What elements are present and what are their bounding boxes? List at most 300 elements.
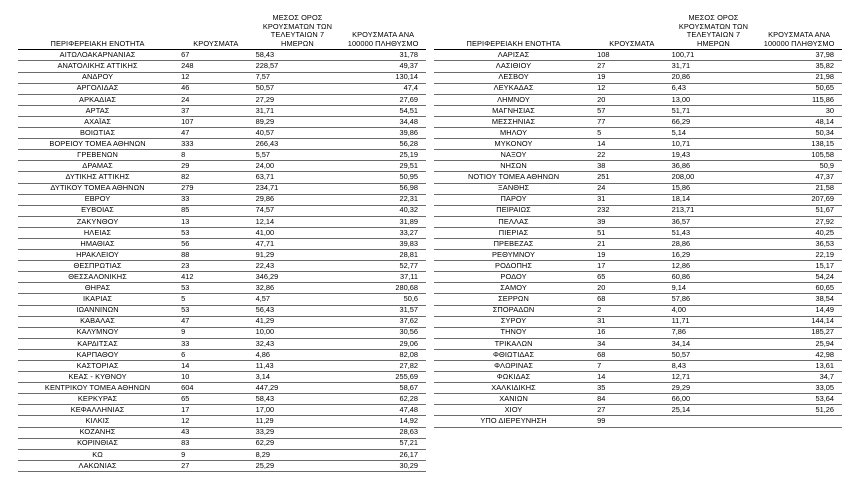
region-cell: ΒΟΡΕΙΟΥ ΤΟΜΕΑ ΑΘΗΝΩΝ [18,139,177,150]
avg7-cell: 234,71 [255,183,341,194]
avg7-cell: 74,57 [255,205,341,216]
region-cell: ΦΘΙΩΤΙΔΑΣ [434,349,593,360]
region-cell: ΚΑΣΤΟΡΙΑΣ [18,361,177,372]
cases-cell: 68 [593,294,671,305]
per100k-cell: 50,6 [340,294,426,305]
per100k-cell: 58,67 [340,383,426,394]
avg7-cell: 89,29 [255,116,341,127]
per100k-cell: 14,92 [340,416,426,427]
cases-cell: 27 [593,405,671,416]
region-cell: ΜΗΛΟΥ [434,128,593,139]
cases-cell: 20 [593,283,671,294]
cases-cell: 7 [593,361,671,372]
cases-cell: 9 [177,327,255,338]
cases-cell: 12 [177,72,255,83]
table-row [434,227,842,238]
region-cell: ΚΕΦΑΛΛΗΝΙΑΣ [18,405,177,416]
avg7-cell: 20,86 [671,72,757,83]
table-row [18,183,426,194]
region-cell: ΣΑΜΟΥ [434,283,593,294]
per100k-cell: 29,51 [340,161,426,172]
avg7-cell: 12,71 [671,372,757,383]
table-row [434,238,842,249]
cases-cell: 248 [177,61,255,72]
per100k-cell: 27,82 [340,361,426,372]
region-cell: ΑΝΔΡΟΥ [18,72,177,83]
table-row [434,383,842,394]
per100k-cell: 50,9 [756,161,842,172]
table-row [434,150,842,161]
avg7-cell: 63,71 [255,172,341,183]
table-row [434,105,842,116]
region-cell: ΛΑΡΙΣΑΣ [434,50,593,61]
per100k-cell: 47,4 [340,83,426,94]
avg7-cell: 31,71 [255,105,341,116]
avg7-cell: 213,71 [671,205,757,216]
per100k-cell: 39,83 [340,238,426,249]
region-cell: ΙΚΑΡΙΑΣ [18,294,177,305]
per100k-cell: 144,14 [756,316,842,327]
avg7-cell: 4,57 [255,294,341,305]
per100k-cell: 280,68 [340,283,426,294]
per100k-cell: 53,64 [756,394,842,405]
cases-cell: 37 [177,105,255,116]
region-cell: ΜΑΓΝΗΣΙΑΣ [434,105,593,116]
table-row [18,161,426,172]
per100k-cell: 14,49 [756,305,842,316]
per100k-cell: 21,98 [756,72,842,83]
table-row [434,61,842,72]
region-cell: ΛΑΣΙΘΙΟΥ [434,61,593,72]
table-row [434,416,842,427]
per100k-cell: 115,86 [756,94,842,105]
per100k-cell: 36,53 [756,238,842,249]
avg7-cell: 66,29 [671,116,757,127]
region-cell: ΗΜΑΘΙΑΣ [18,238,177,249]
cases-cell: 14 [593,139,671,150]
region-cell: ΙΩΑΝΝΙΝΩΝ [18,305,177,316]
avg7-cell: 13,00 [671,94,757,105]
cases-cell: 6 [177,349,255,360]
per100k-cell: 50,65 [756,83,842,94]
table-row [434,250,842,261]
avg7-cell: 18,14 [671,194,757,205]
avg7-cell: 25,14 [671,405,757,416]
cases-cell: 67 [177,50,255,61]
region-cell: ΣΠΟΡΑΔΩΝ [434,305,593,316]
avg7-cell: 346,29 [255,272,341,283]
region-cell: ΠΙΕΡΙΑΣ [434,227,593,238]
avg7-cell: 29,29 [671,383,757,394]
table-row [18,105,426,116]
cases-cell: 34 [593,338,671,349]
region-cell: ΕΒΡΟΥ [18,194,177,205]
cases-cell: 65 [177,394,255,405]
avg7-cell: 19,43 [671,150,757,161]
region-cell: ΠΕΙΡΑΙΩΣ [434,205,593,216]
avg7-cell: 32,43 [255,338,341,349]
right-table-body [434,50,842,427]
header-avg7: ΜΕΣΟΣ ΟΡΟΣ ΚΡΟΥΣΜΑΤΩΝ ΤΩΝ ΤΕΛΕΥΤΑΙΩΝ 7 ΗΜΕΡΩΝ [255,14,341,50]
avg7-cell: 4,86 [255,349,341,360]
avg7-cell: 57,86 [671,294,757,305]
avg7-cell: 62,29 [255,438,341,449]
table-row [434,405,842,416]
region-cell: ΧΑΛΚΙΔΙΚΗΣ [434,383,593,394]
avg7-cell: 12,86 [671,261,757,272]
cases-cell: 35 [593,383,671,394]
region-cell: ΣΥΡΟΥ [434,316,593,327]
cases-cell: 33 [177,338,255,349]
table-row [434,272,842,283]
region-cell: ΚΑΡΠΑΘΟΥ [18,349,177,360]
per100k-cell: 31,89 [340,216,426,227]
table-row [18,83,426,94]
per100k-cell: 51,67 [756,205,842,216]
cases-cell: 251 [593,172,671,183]
region-cell: ΜΕΣΣΗΝΙΑΣ [434,116,593,127]
cases-cell: 27 [177,460,255,471]
region-cell: ΓΡΕΒΕΝΩΝ [18,150,177,161]
right-table-header [434,14,842,50]
per100k-cell: 22,19 [756,250,842,261]
region-cell: ΑΡΓΟΛΙΔΑΣ [18,83,177,94]
per100k-cell: 47,37 [756,172,842,183]
per100k-cell: 138,15 [756,139,842,150]
right-table-section [434,14,842,500]
table-row [18,316,426,327]
region-cell: ΠΑΡΟΥ [434,194,593,205]
avg7-cell: 8,29 [255,449,341,460]
cases-cell: 17 [593,261,671,272]
table-row [18,372,426,383]
cases-cell: 88 [177,250,255,261]
table-row [434,50,842,61]
table-row [18,283,426,294]
table-row [18,338,426,349]
avg7-cell [671,416,757,427]
per100k-cell: 34,48 [340,116,426,127]
avg7-cell: 47,71 [255,238,341,249]
table-row [434,183,842,194]
cases-cell: 333 [177,139,255,150]
avg7-cell: 6,43 [671,83,757,94]
right-cases-table [434,14,842,428]
per100k-cell: 207,69 [756,194,842,205]
cases-cell: 13 [177,216,255,227]
cases-cell: 9 [177,449,255,460]
table-row [18,150,426,161]
table-row [18,61,426,72]
region-cell: ΛΕΣΒΟΥ [434,72,593,83]
cases-cell: 12 [593,83,671,94]
per100k-cell: 35,82 [756,61,842,72]
per100k-cell: 105,58 [756,150,842,161]
table-row [434,361,842,372]
table-row [434,83,842,94]
region-cell: ΜΥΚΟΝΟΥ [434,139,593,150]
region-cell: ΑΝΑΤΟΛΙΚΗΣ ΑΤΤΙΚΗΣ [18,61,177,72]
per100k-cell: 56,28 [340,139,426,150]
per100k-cell: 82,08 [340,349,426,360]
avg7-cell: 51,71 [671,105,757,116]
avg7-cell: 3,14 [255,372,341,383]
region-cell: ΝΗΣΩΝ [434,161,593,172]
table-row [434,72,842,83]
region-cell: ΚΕΡΚΥΡΑΣ [18,394,177,405]
table-row [434,161,842,172]
cases-cell: 14 [593,372,671,383]
avg7-cell: 100,71 [671,50,757,61]
cases-cell: 43 [177,427,255,438]
cases-cell: 10 [177,372,255,383]
cases-cell: 57 [593,105,671,116]
table-row [434,194,842,205]
table-row [18,261,426,272]
table-row [434,327,842,338]
cases-cell: 51 [593,227,671,238]
table-row [18,272,426,283]
region-cell: ΚΕΑΣ - ΚΥΘΝΟΥ [18,372,177,383]
table-row [18,294,426,305]
table-row [434,394,842,405]
per100k-cell: 13,61 [756,361,842,372]
cases-cell: 20 [593,94,671,105]
cases-cell: 82 [177,172,255,183]
header-per100k: ΚΡΟΥΣΜΑΤΑ ΑΝΑ 100000 ΠΛΗΘΥΣΜΟ [756,14,842,50]
per100k-cell: 30,56 [340,327,426,338]
table-row [434,139,842,150]
avg7-cell: 11,71 [671,316,757,327]
left-cases-table [18,14,426,472]
table-row [18,405,426,416]
region-cell: ΦΩΚΙΔΑΣ [434,372,593,383]
region-cell: ΞΑΝΘΗΣ [434,183,593,194]
table-row [18,361,426,372]
cases-cell: 29 [177,161,255,172]
avg7-cell: 56,43 [255,305,341,316]
table-row [18,327,426,338]
cases-cell: 38 [593,161,671,172]
per100k-cell: 29,06 [340,338,426,349]
avg7-cell: 31,71 [671,61,757,72]
per100k-cell: 30 [756,105,842,116]
table-row [18,139,426,150]
per100k-cell: 33,27 [340,227,426,238]
cases-cell: 12 [177,416,255,427]
cases-cell: 21 [593,238,671,249]
left-table-header [18,14,426,50]
avg7-cell: 447,29 [255,383,341,394]
cases-cell: 5 [177,294,255,305]
region-cell: ΛΑΚΩΝΙΑΣ [18,460,177,471]
cases-cell: 23 [177,261,255,272]
region-cell: ΠΕΛΛΑΣ [434,216,593,227]
cases-cell: 14 [177,361,255,372]
per100k-cell: 27,69 [340,94,426,105]
cases-cell: 53 [177,227,255,238]
header-row [18,14,426,50]
table-row [434,305,842,316]
cases-cell: 53 [177,305,255,316]
table-row [434,316,842,327]
avg7-cell: 7,57 [255,72,341,83]
avg7-cell: 51,43 [671,227,757,238]
per100k-cell: 15,17 [756,261,842,272]
region-cell: ΡΟΔΟΠΗΣ [434,261,593,272]
per100k-cell: 40,25 [756,227,842,238]
avg7-cell: 11,43 [255,361,341,372]
cases-cell: 279 [177,183,255,194]
region-cell: ΤΡΙΚΑΛΩΝ [434,338,593,349]
table-row [18,205,426,216]
per100k-cell: 51,26 [756,405,842,416]
avg7-cell: 10,00 [255,327,341,338]
per100k-cell: 37,62 [340,316,426,327]
header-cases: ΚΡΟΥΣΜΑΤΑ [177,14,255,50]
per100k-cell: 22,31 [340,194,426,205]
avg7-cell: 10,71 [671,139,757,150]
cases-cell: 5 [593,128,671,139]
table-row [18,238,426,249]
table-row [434,372,842,383]
per100k-cell: 27,92 [756,216,842,227]
avg7-cell: 50,57 [255,83,341,94]
cases-cell: 84 [593,394,671,405]
avg7-cell: 208,00 [671,172,757,183]
region-cell: ΚΑΡΔΙΤΣΑΣ [18,338,177,349]
region-cell: ΔΥΤΙΚΟΥ ΤΟΜΕΑ ΑΘΗΝΩΝ [18,183,177,194]
table-row [434,205,842,216]
avg7-cell: 36,57 [671,216,757,227]
region-cell: ΚΙΛΚΙΣ [18,416,177,427]
avg7-cell: 5,57 [255,150,341,161]
table-row [434,216,842,227]
cases-cell: 83 [177,438,255,449]
header-region: ΠΕΡΙΦΕΡΕΙΑΚΗ ΕΝΟΤΗΤΑ [18,14,177,50]
avg7-cell: 27,29 [255,94,341,105]
per100k-cell: 26,17 [340,449,426,460]
region-cell: ΧΙΟΥ [434,405,593,416]
region-cell: ΑΡΚΑΔΙΑΣ [18,94,177,105]
table-row [18,116,426,127]
avg7-cell: 58,43 [255,394,341,405]
region-cell: ΣΕΡΡΩΝ [434,294,593,305]
table-row [434,338,842,349]
avg7-cell: 9,14 [671,283,757,294]
region-cell: ΧΑΝΙΩΝ [434,394,593,405]
per100k-cell: 54,51 [340,105,426,116]
table-row [434,128,842,139]
avg7-cell: 12,14 [255,216,341,227]
region-cell: ΚΟΡΙΝΘΙΑΣ [18,438,177,449]
avg7-cell: 16,29 [671,250,757,261]
per100k-cell: 130,14 [340,72,426,83]
cases-cell: 47 [177,316,255,327]
cases-cell: 77 [593,116,671,127]
per100k-cell: 49,37 [340,61,426,72]
avg7-cell: 66,00 [671,394,757,405]
per100k-cell: 30,29 [340,460,426,471]
region-cell: ΘΗΡΑΣ [18,283,177,294]
region-cell: ΔΡΑΜΑΣ [18,161,177,172]
per100k-cell: 34,7 [756,372,842,383]
avg7-cell: 33,29 [255,427,341,438]
region-cell: ΒΟΙΩΤΙΑΣ [18,128,177,139]
cases-cell: 232 [593,205,671,216]
left-table-body [18,50,426,472]
region-cell: ΡΕΘΥΜΝΟΥ [434,250,593,261]
per100k-cell: 31,57 [340,305,426,316]
per100k-cell: 25,19 [340,150,426,161]
cases-cell: 39 [593,216,671,227]
region-cell: ΝΑΞΟΥ [434,150,593,161]
per100k-cell: 185,27 [756,327,842,338]
avg7-cell: 58,43 [255,50,341,61]
cases-cell: 19 [593,72,671,83]
region-cell: ΔΥΤΙΚΗΣ ΑΤΤΙΚΗΣ [18,172,177,183]
cases-cell: 412 [177,272,255,283]
per100k-cell: 25,94 [756,338,842,349]
cases-cell: 31 [593,194,671,205]
avg7-cell: 15,86 [671,183,757,194]
cases-cell: 8 [177,150,255,161]
avg7-cell: 4,00 [671,305,757,316]
region-cell: ΚΑΒΑΛΑΣ [18,316,177,327]
avg7-cell: 7,86 [671,327,757,338]
region-cell: ΚΕΝΤΡΙΚΟΥ ΤΟΜΕΑ ΑΘΗΝΩΝ [18,383,177,394]
avg7-cell: 24,00 [255,161,341,172]
table-row [434,116,842,127]
per100k-cell [756,416,842,427]
avg7-cell: 91,29 [255,250,341,261]
region-cell: ΥΠΟ ΔΙΕΡΕΥΝΗΣΗ [434,416,593,427]
region-cell: ΚΩ [18,449,177,460]
per100k-cell: 57,21 [340,438,426,449]
avg7-cell: 41,29 [255,316,341,327]
region-cell: ΑΙΤΩΛΟΑΚΑΡΝΑΝΙΑΣ [18,50,177,61]
avg7-cell: 29,86 [255,194,341,205]
per100k-cell: 255,69 [340,372,426,383]
per100k-cell: 38,54 [756,294,842,305]
avg7-cell: 60,86 [671,272,757,283]
cases-cell: 99 [593,416,671,427]
cases-cell: 85 [177,205,255,216]
cases-cell: 17 [177,405,255,416]
region-cell: ΑΧΑΪΑΣ [18,116,177,127]
per100k-cell: 52,77 [340,261,426,272]
avg7-cell: 34,14 [671,338,757,349]
table-row [434,94,842,105]
per100k-cell: 54,24 [756,272,842,283]
avg7-cell: 50,57 [671,349,757,360]
table-row [18,216,426,227]
cases-cell: 16 [593,327,671,338]
per100k-cell: 60,65 [756,283,842,294]
region-cell: ΚΟΖΑΝΗΣ [18,427,177,438]
table-row [434,172,842,183]
region-cell: ΗΛΕΙΑΣ [18,227,177,238]
table-row [18,250,426,261]
per100k-cell: 50,95 [340,172,426,183]
per100k-cell: 62,28 [340,394,426,405]
avg7-cell: 40,57 [255,128,341,139]
avg7-cell: 17,00 [255,405,341,416]
per100k-cell: 37,11 [340,272,426,283]
avg7-cell: 8,43 [671,361,757,372]
region-cell: ΘΕΣΠΡΩΤΙΑΣ [18,261,177,272]
cases-cell: 31 [593,316,671,327]
